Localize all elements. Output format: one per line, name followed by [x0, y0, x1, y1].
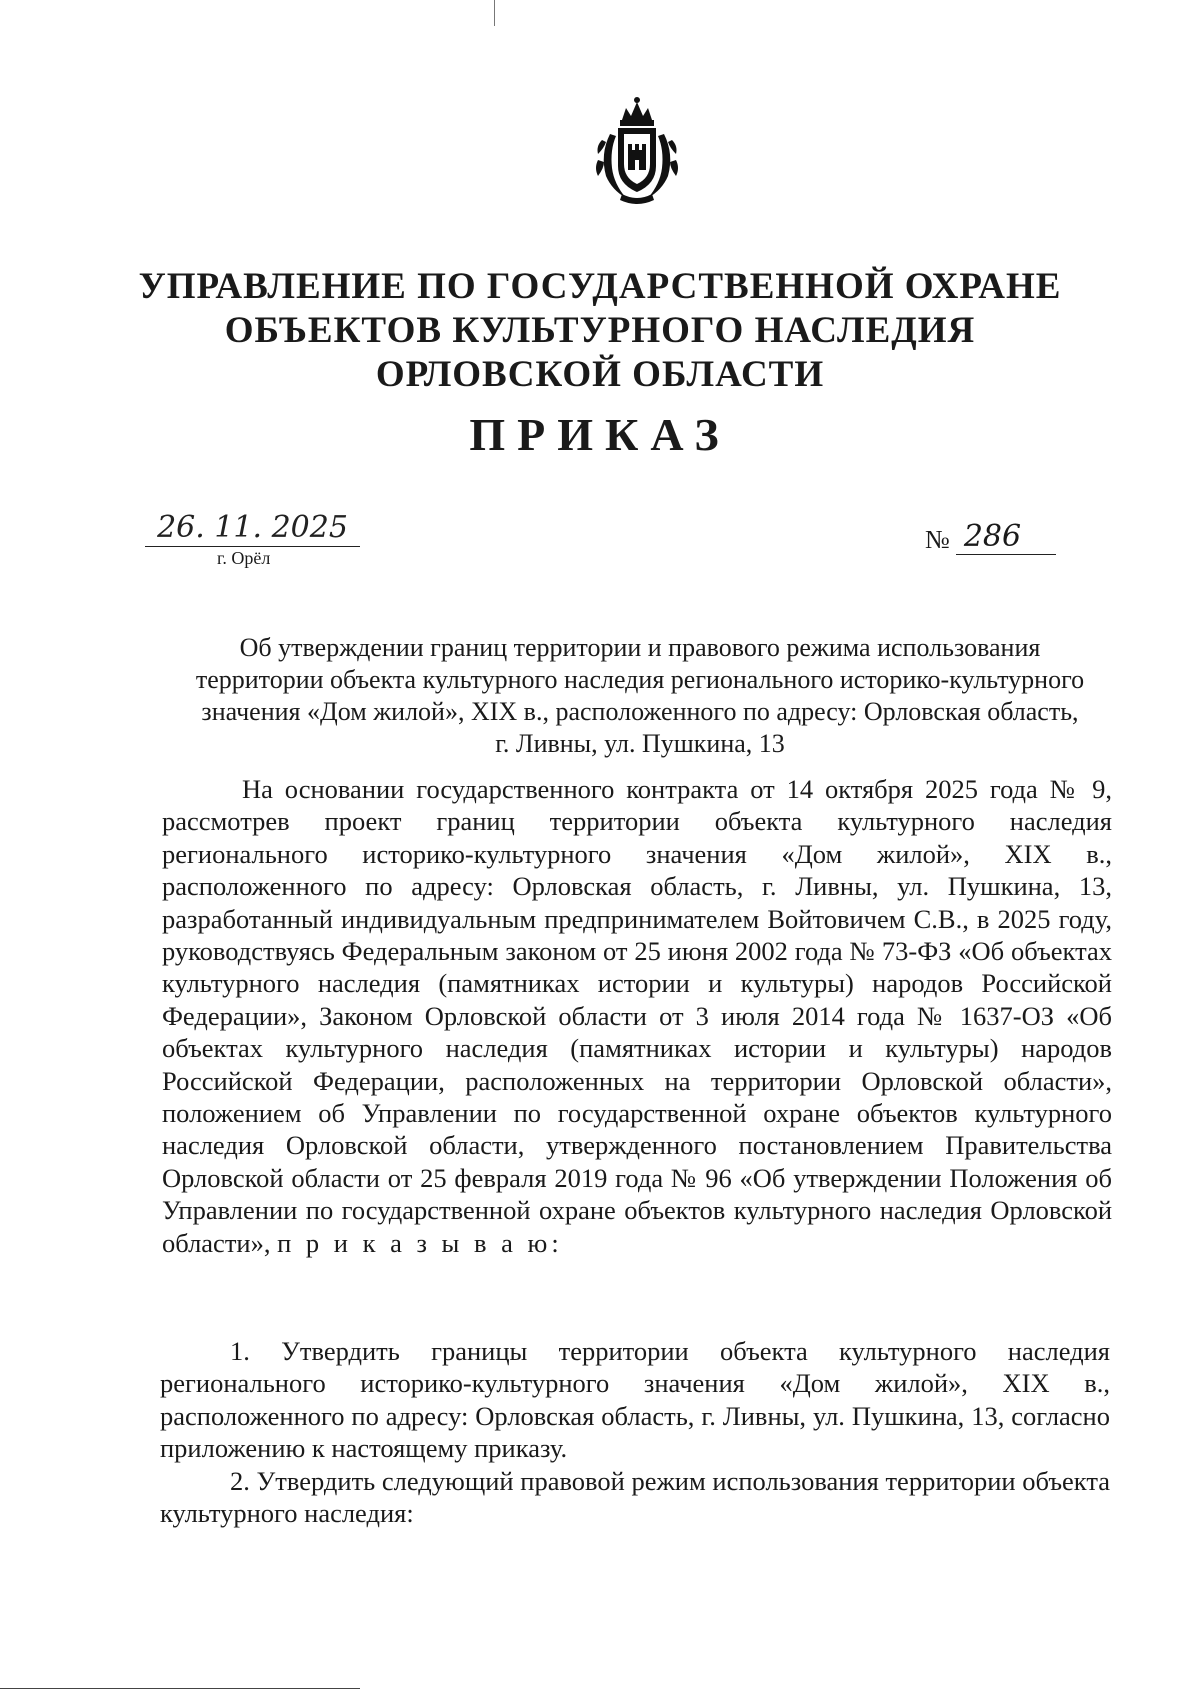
handwritten-order-number: 286 — [956, 520, 1056, 555]
order-verb: п р и к а з ы в а ю: — [277, 1227, 563, 1258]
document-type-title: ПРИКАЗ — [469, 409, 731, 460]
order-subject — [160, 632, 1120, 760]
subject-line-4: г. Ливны, ул. Пушкина, 13 — [495, 729, 785, 758]
date-block — [145, 510, 360, 569]
subject-line-1: Об утверждении границ территории и правового режима использования — [239, 633, 1041, 662]
issue-city: г. Орёл — [217, 548, 271, 568]
number-sign: № — [925, 525, 950, 554]
basis-text: На основании государственного контракта от 14 октября 2025 года № 9, рассмотрев проект границ территории объекта культурного наследия регионального историко-культурного значения «Дом жилой», XIX в., расположенного по адресу: Орловская область, г. Ливны, ул. Пушкина, 13, разработанный индивидуальным предпринимателем Войтовичем С.В., в 2025 году, руководствуясь Федеральным законом от 25 июня 2002 года № 73-ФЗ «Об объектах культурного наследия (памятниках истории и культуры) народов Российской Федерации», Законом Орловской области от 3 июля 2014 года № 1637-ОЗ «Об объектах культурного наследия (памятниках истории и культуры) народов Российской Федерации, расположенных на территории Орловской области», положением об Управлении по государственной охране объектов культурного наследия Орловской области, утвержденного постановлением Правительства Орловской области от 25 февраля 2019 года № 96 «Об утверждении Положения об Управлении по государственной охране объектов культурного наследия Орловской области», — [162, 774, 1112, 1258]
authority-line-2: ОБЪЕКТОВ КУЛЬТУРНОГО НАСЛЕДИЯ — [224, 310, 976, 351]
order-item-2: 2. Утвердить следующий правовой режим использования территории объекта культурного наследия: — [160, 1466, 1110, 1529]
handwritten-date: 26. 11. 2025 — [145, 510, 360, 547]
basis-paragraph — [162, 773, 1112, 1259]
coat-of-arms-icon — [592, 94, 682, 206]
authority-line-1: УПРАВЛЕНИЕ ПО ГОСУДАРСТВЕННОЙ ОХРАНЕ — [138, 266, 1062, 307]
authority-line-3: ОРЛОВСКОЙ ОБЛАСТИ — [375, 354, 825, 395]
subject-line-3: значения «Дом жилой», XIX в., расположенного по адресу: Орловская область, — [201, 697, 1079, 726]
bottom-divider — [0, 1688, 360, 1689]
order-item-1: 1. Утвердить границы территории объекта культурного наследия регионального историко-культурного значения «Дом жилой», XIX в., расположенного по адресу: Орловская область, г. Ливны, ул. Пушкина, 13, согласно приложению к настоящему приказу. — [160, 1336, 1110, 1464]
scan-artifact-line — [494, 0, 495, 26]
order-number-block — [925, 520, 1056, 555]
subject-line-2: территории объекта культурного наследия регионального историко-культурного — [195, 665, 1085, 694]
issuing-authority — [100, 265, 1100, 397]
